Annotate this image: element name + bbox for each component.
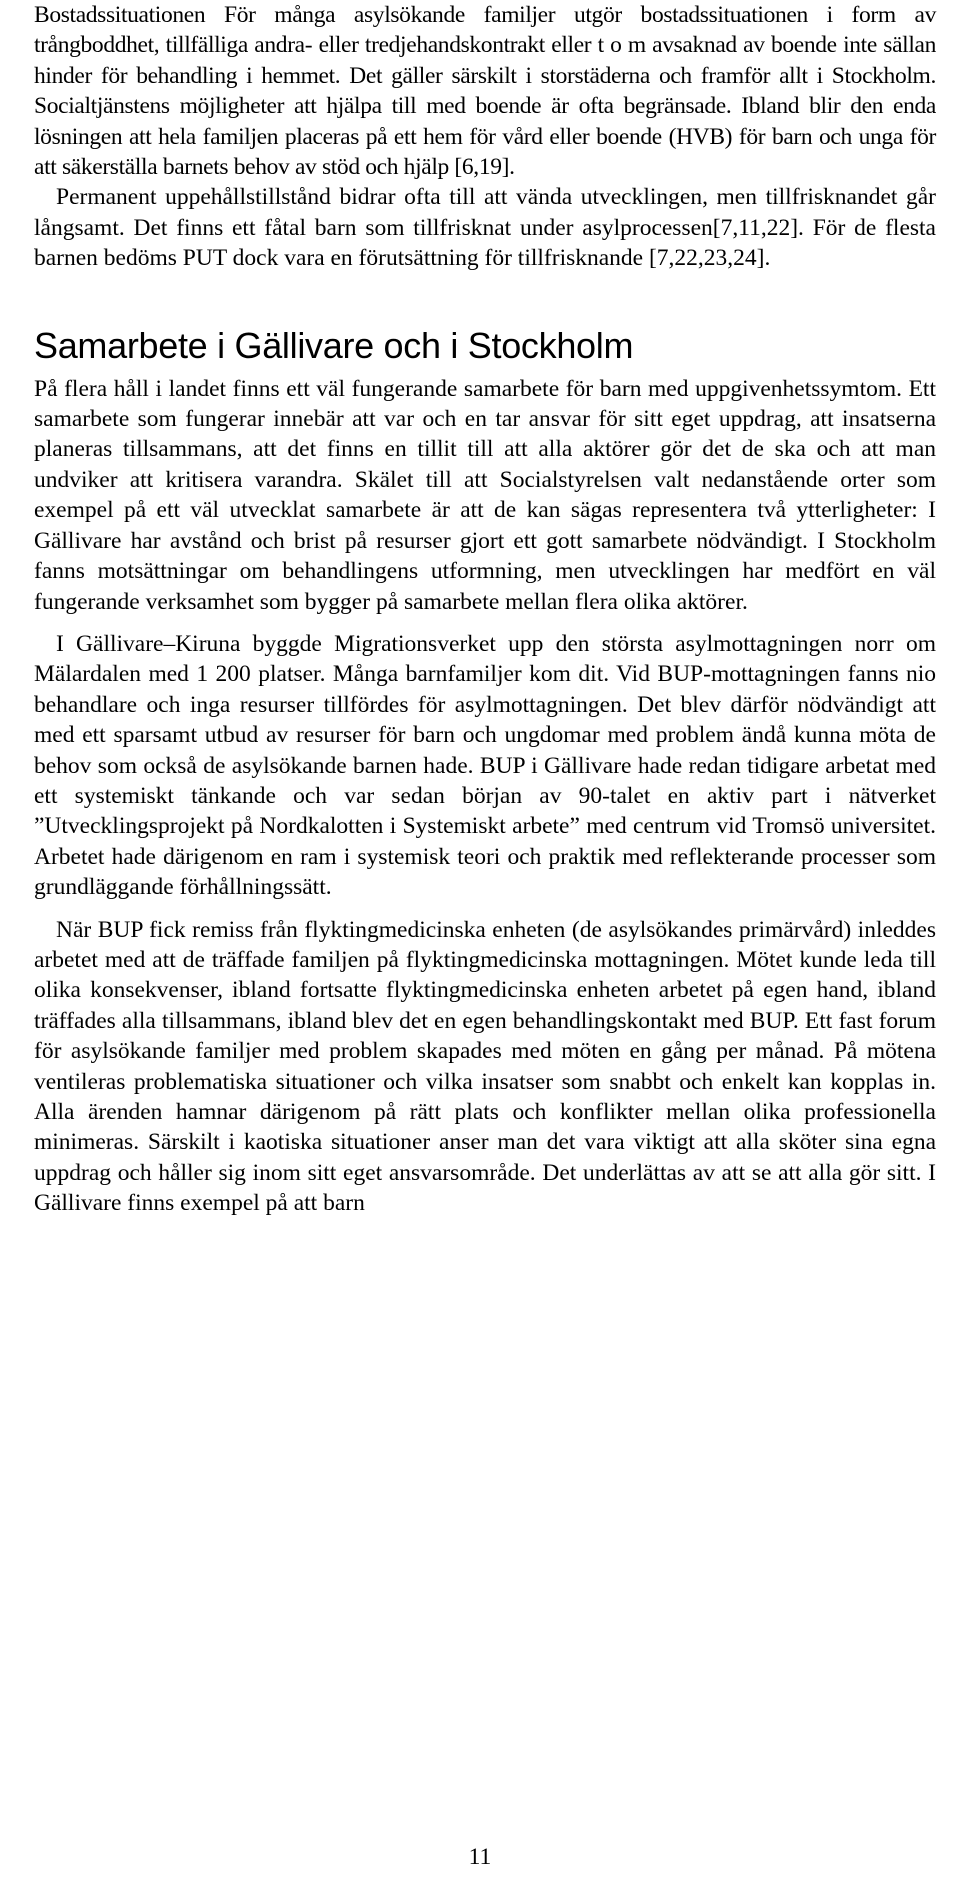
section-heading-wrapper [34,324,936,368]
bup-referral-paragraph: När BUP fick remiss från flyktingmedicinska enheten (de asylsökandes primärvård) inleddes arbetet med att de träffade familjen på flyktingmedicinska mottagningen. Mötet kunde leda till olika konsekvenser, ibland fortsatte flyktingmedicinska enheten arbetet på egen hand, ibland träffades alla tillsammans, ibland blev det en egen behandlingskontakt med BUP. Ett fast forum för asylsökande familjer med problem skapades med möten en gång per månad. På mötena ventileras problematiska situationer och vilka insatser som snabbt och enkelt kan kopplas in. Alla ärenden hamnar därigenom på rätt plats och konflikter mellan olika professionella minimeras. Särskilt i kaotiska situationer anser man det vara viktigt att alla sköter sina egna uppdrag och håller sig inom sitt eget ansvarsområde. Det underlättas av att se att alla gör sitt. I Gällivare finns exempel på att barn [34,916,936,1217]
document-page [34,0,936,1219]
housing-situation-paragraph: Bostadssituationen För många asylsökande familjer utgör bostadssituationen i form av trångboddhet, tillfälliga andra- eller tredjehandskontrakt eller t o m avsaknad av boende inte sällan hinder för behandling i hemmet. Det gäller särskilt i storstäderna och framför allt i Stockholm. Socialtjänstens möjligheter att hjälpa till med boende är ofta begränsade. Ibland blir den enda lösningen att hela familjen placeras på ett hem för vård eller boende (HVB) för barn och unga för att säkerställa barnets behov av stöd och hjälp [6,19]. [34,2,936,181]
section-heading: Samarbete i Gällivare och i Stockholm [34,324,634,366]
residence-permit-paragraph: Permanent uppehållstillstånd bidrar ofta till att vända utvecklingen, men tillfrisknandet går långsamt. Det finns ett fåtal barn som tillfrisknat under asylprocessen[7,11,22]. För de flesta barnen bedöms PUT dock vara en förutsättning för tillfrisknande [7,22,23,24]. [34,184,936,272]
page-number: 11 [468,1844,492,1870]
gallivare-paragraph: I Gällivare–Kiruna byggde Migrationsverket upp den största asylmottagningen norr om Mälardalen med 1 200 platser. Många barnfamiljer kom dit. Vid BUP-mottagningen fanns nio behandlare och inga resurser tillfördes för asylmottagningen. Det blev därför nödvändigt att med ett sparsamt utbud av resurser för barn och ungdomar med problem ändå kunna möta de behov som också de asylsökande barnen hade. BUP i Gällivare hade redan tidigare arbetat med ett systemiskt tänkande och var sedan början av 90-talet en aktiv part i nätverket ”Utvecklingsprojekt på Nordkalotten i Systemiskt arbete” med centrum vid Tromsö universitet. Arbetet hade därigenom en ram i systemisk teori och praktik med reflekterande processer som grundläggande förhållningssätt. [34,630,936,901]
cooperation-intro-paragraph: På flera håll i landet finns ett väl fungerande samarbete för barn med uppgivenhetssymtom. Ett samarbete som fungerar innebär att var och en tar ansvar för sitt eget uppdrag, att insatserna planeras tillsammans, att det finns en tillit till att alla aktörer gör det de ska och att man undviker att kritisera varandra. Skälet till att Socialstyrelsen valt nedanstående orter som exempel på ett väl utvecklat samarbete är att de kan sägas representera två ytterligheter: I Gällivare har avstånd och brist på resurser gjort ett gott samarbete nödvändigt. I Stockholm fanns motsättningar om behandlingens utformning, men utvecklingen har medfört en väl fungerande verksamhet som bygger på samarbete mellan flera olika aktörer. [34,375,936,615]
